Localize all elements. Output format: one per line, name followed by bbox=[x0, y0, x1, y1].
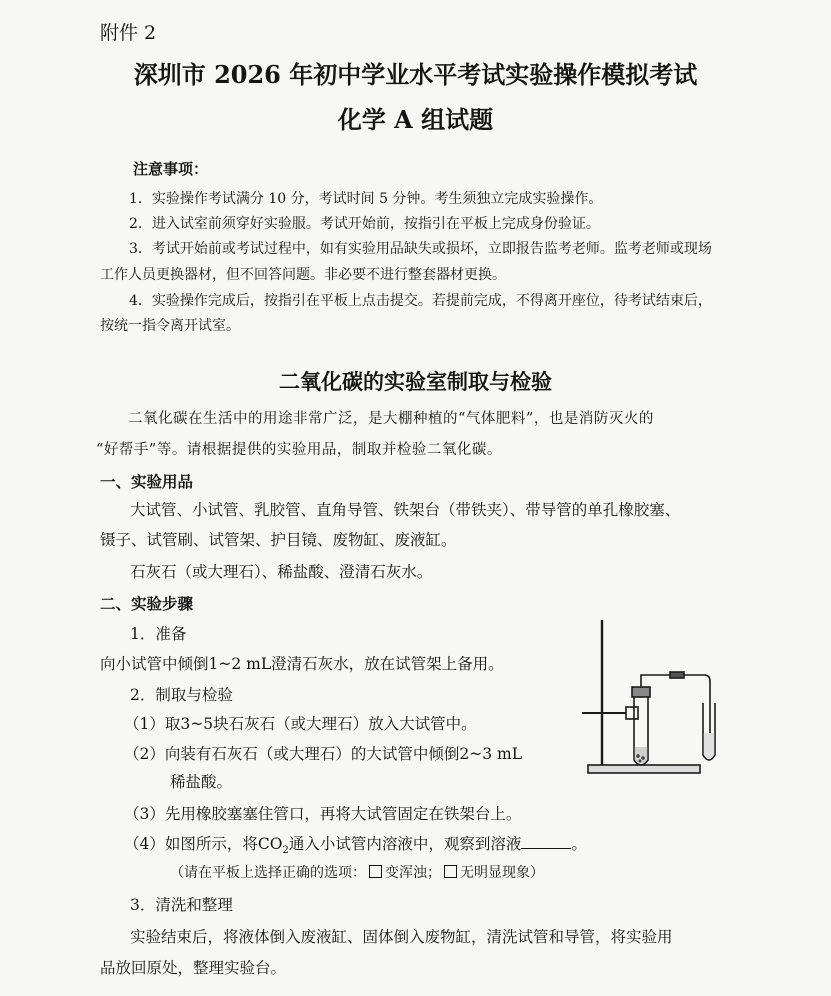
step2-item-2: （2）向装有石灰石（或大理石）的大试管中倾倒2~3 mL bbox=[124, 745, 522, 763]
intro-line: “好帮手”等。请根据提供的实验用品，制取并检验二氧化碳。 bbox=[96, 442, 502, 458]
step2-item-2-cont: 稀盐酸。 bbox=[170, 773, 233, 791]
steps-heading: 二、实验步骤 bbox=[100, 594, 194, 613]
co2-subscript: 2 bbox=[282, 845, 289, 857]
notice-line: 2．进入试室前须穿好实验服。考试开始前，按指引在平板上完成身份验证。 bbox=[129, 216, 600, 232]
materials-line: 石灰石（或大理石）、稀盐酸、澄清石灰水。 bbox=[130, 563, 433, 581]
apparatus-diagram-icon bbox=[574, 615, 734, 785]
experiment-title: 二氧化碳的实验室制取与检验 bbox=[279, 369, 552, 394]
option-turbid: 变浑浊； bbox=[385, 865, 441, 881]
notice-line: 1．实验操作考试满分 10 分，考试时间 5 分钟。考生须独立完成实验操作。 bbox=[129, 191, 603, 207]
step2-item-1: （1）取3~5块石灰石（或大理石）放入大试管中。 bbox=[124, 715, 477, 733]
step2-item-4-end: 。 bbox=[571, 835, 587, 853]
notice-heading: 注意事项： bbox=[133, 160, 209, 178]
step3-title: 3．清洗和整理 bbox=[130, 896, 233, 914]
step2-item-4-post: 通入小试管内溶液中，观察到溶液 bbox=[288, 835, 522, 853]
page-subtitle: 化学 A 组试题 bbox=[337, 105, 494, 134]
page-title: 深圳市 2026 年初中学业水平考试实验操作模拟考试 bbox=[133, 60, 698, 89]
step1-text: 向小试管中倾倒1~2 mL澄清石灰水，放在试管架上备用。 bbox=[100, 655, 504, 673]
step1-title: 1．准备 bbox=[130, 625, 187, 643]
notice-line: 3．考试开始前或考试过程中，如有实验用品缺失或损坏，立即报告监考老师。监考老师或现场 bbox=[129, 241, 712, 257]
step2-item-4 bbox=[124, 832, 587, 856]
answer-blank bbox=[521, 834, 571, 849]
materials-line: 镊子、试管刷、试管架、护目镜、废物缸、废液缸。 bbox=[100, 531, 457, 549]
options-note-prefix: （请在平板上选择正确的选项： bbox=[170, 865, 366, 881]
checkbox-icon bbox=[369, 865, 382, 878]
notice-line: 4．实验操作完成后，按指引在平板上点击提交。若提前完成，不得离开座位，待考试结束后， bbox=[129, 293, 712, 309]
step2-item-4-pre: （4）如图所示，将CO bbox=[124, 835, 283, 853]
step2-title: 2．制取与检验 bbox=[130, 686, 233, 704]
notice-line: 工作人员更换器材，但不回答问题。非必要不进行整套器材更换。 bbox=[100, 267, 506, 283]
checkbox-icon bbox=[444, 865, 457, 878]
step2-item-3: （3）先用橡胶塞塞住管口，再将大试管固定在铁架台上。 bbox=[124, 805, 522, 823]
option-no-change: 无明显现象） bbox=[460, 865, 544, 881]
intro-line: 二氧化碳在生活中的用途非常广泛，是大棚种植的“气体肥料”，也是消防灭火的 bbox=[128, 411, 654, 427]
materials-heading: 一、实验用品 bbox=[100, 472, 194, 491]
step3-line: 品放回原处，整理实验台。 bbox=[100, 959, 287, 977]
step3-line: 实验结束后，将液体倒入废液缸、固体倒入废物缸，清洗试管和导管，将实验用 bbox=[130, 928, 673, 946]
materials-line: 大试管、小试管、乳胶管、直角导管、铁架台（带铁夹）、带导管的单孔橡胶塞、 bbox=[130, 501, 681, 519]
notice-line: 按统一指令离开试室。 bbox=[100, 318, 240, 334]
attachment-label: 附件 2 bbox=[100, 22, 157, 44]
options-note bbox=[170, 862, 544, 882]
